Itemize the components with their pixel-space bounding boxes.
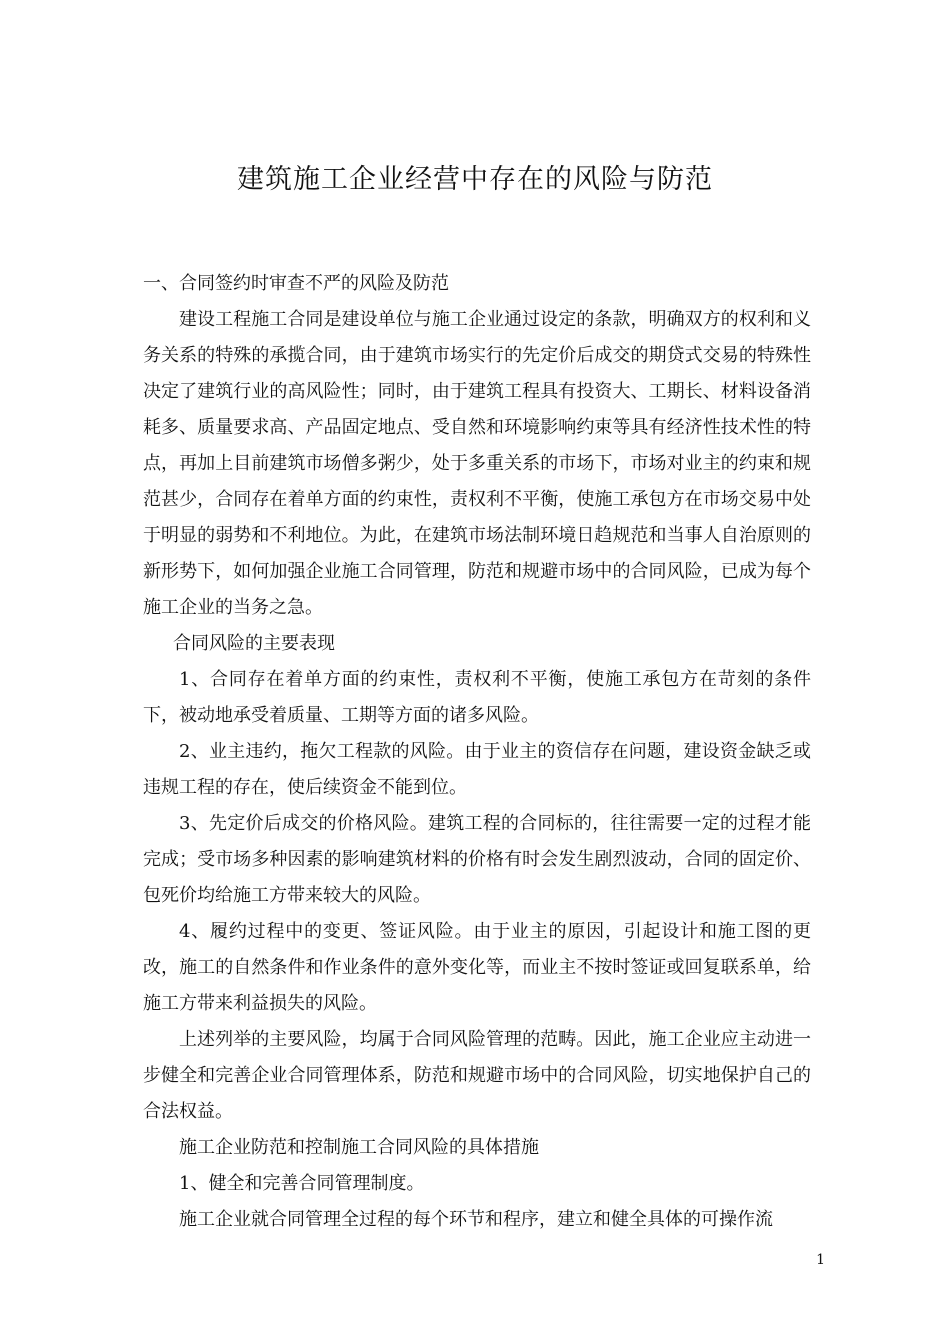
risk-item-2: 2、业主违约，拖欠工程款的风险。由于业主的资信存在问题，建设资金缺乏或违规工程的存在，使后续资金不能到位。 bbox=[143, 741, 811, 798]
page-number: 1 bbox=[816, 1252, 825, 1268]
summary-paragraph: 上述列举的主要风险，均属于合同风险管理的范畴。因此，施工企业应主动进一步健全和完善企业合同管理体系，防范和规避市场中的合同风险，切实地保护自己的合法权益。 bbox=[143, 1029, 811, 1122]
measure-item-1: 1、健全和完善合同管理制度。 bbox=[179, 1173, 425, 1194]
risk-item-3: 3、先定价后成交的价格风险。建筑工程的合同标的，往往需要一定的过程才能完成；受市场多种因素的影响建筑材料的价格有时会发生剧烈波动，合同的固定价、包死价均给施工方带来较大的风险。 bbox=[143, 813, 811, 906]
document-title: 建筑施工企业经营中存在的风险与防范 bbox=[237, 164, 713, 195]
risk-item-1: 1、合同存在着单方面的约束性，责权利不平衡，使施工承包方在苛刻的条件下，被动地承受着质量、工期等方面的诸多风险。 bbox=[143, 669, 811, 726]
document-body bbox=[143, 266, 811, 1238]
measures-heading: 施工企业防范和控制施工合同风险的具体措施 bbox=[179, 1137, 539, 1158]
section-heading: 一、合同签约时审查不严的风险及防范 bbox=[143, 273, 449, 294]
risk-item-4: 4、履约过程中的变更、签证风险。由于业主的原因，引起设计和施工图的更改，施工的自然条件和作业条件的意外变化等，而业主不按时签证或回复联系单，给施工方带来利益损失的风险。 bbox=[143, 921, 811, 1014]
risk-heading: 合同风险的主要表现 bbox=[173, 633, 335, 654]
measure-item-1-text: 施工企业就合同管理全过程的每个环节和程序，建立和健全具体的可操作流 bbox=[179, 1209, 773, 1230]
intro-paragraph: 建设工程施工合同是建设单位与施工企业通过设定的条款，明确双方的权利和义务关系的特殊的承揽合同，由于建筑市场实行的先定价后成交的期贷式交易的特殊性决定了建筑行业的高风险性；同时，由于建筑工程具有投资大、工期长、材料设备消耗多、质量要求高、产品固定地点、受自然和环境影响约束等具有经济性技术性的特点，再加上目前建筑市场僧多粥少，处于多重关系的市场下，市场对业主的约束和规范甚少，合同存在着单方面的约束性，责权利不平衡，使施工承包方在市场交易中处于明显的弱势和不利地位。为此，在建筑市场法制环境日趋规范和当事人自治原则的新形势下，如何加强企业施工合同管理，防范和规避市场中的合同风险，已成为每个施工企业的当务之急。 bbox=[143, 309, 811, 618]
